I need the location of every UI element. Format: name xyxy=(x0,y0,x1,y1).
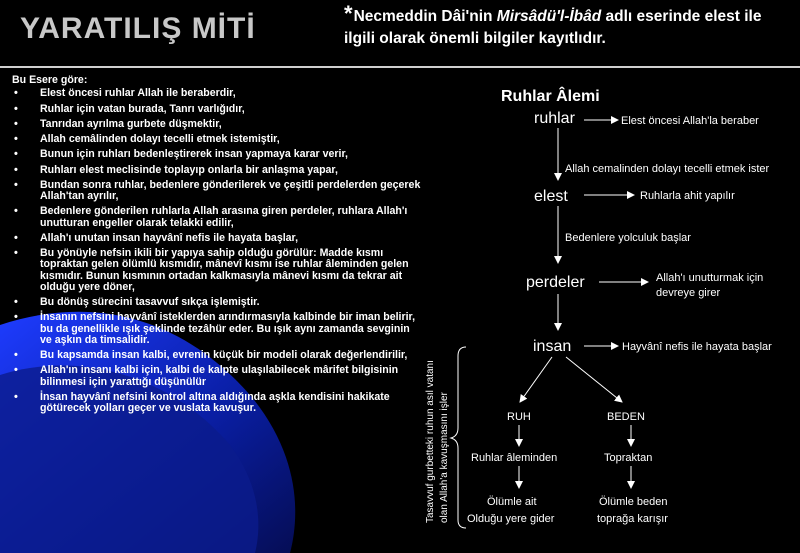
list-intro: Bu Esere göre: xyxy=(12,74,88,86)
arrow-insan-beden xyxy=(566,357,622,402)
note-beden-from: Topraktan xyxy=(604,452,653,464)
bullet-text: Bedenlere gönderilen ruhlarla Allah arasına giren perdeler, ruhlara Allah'ı unutturan engeller olarak telakki edilir, xyxy=(40,205,408,229)
bullet-dot-icon: • xyxy=(14,296,18,309)
node-beden: BEDEN xyxy=(607,411,645,423)
subtitle-post: adlı eserinde elest ile ilgili olarak önemli bilgiler kayıtlıdır. xyxy=(344,8,762,47)
node-perdeler: perdeler xyxy=(526,274,585,291)
bullet-text: İnsanın nefsini hayvânî isteklerden arındırmasıyla kalbinde bir iman belirir, bu da genellikle ışık şeklinde tezâhür eder. Bu ışık aynı zamanda sevginin ve aşkın da timsalidir. xyxy=(40,311,416,346)
bullet-text: Ruhları elest meclisinde toplayıp onlarla bir anlaşma yapar, xyxy=(40,163,338,176)
arrow-insan-ruh xyxy=(520,357,552,402)
bullet-text: Bu yönüyle nefsin ikili bir yapıya sahip olduğu görülür: Madde kısmı topraktan gelen ölümlü kısmıdır, mânevî kısmı ise ruhlar âleminden gelen kısmıdır. Bunun kısmının ortadan kalkmasıyla mânevi kısmı da tekrar ait olduğu yere döner, xyxy=(40,247,409,293)
bullet-dot-icon: • xyxy=(14,133,18,146)
side-text-2: olan Allah'a kavuşmasını işler xyxy=(439,392,450,523)
note-bedenlere: Bedenlere yolculuk başlar xyxy=(565,232,691,244)
diagram-title: Ruhlar Âlemi xyxy=(501,88,600,105)
note-perdeler-2: devreye girer xyxy=(656,287,721,299)
bullet-dot-icon: • xyxy=(14,163,18,176)
note-allah-cemal: Allah cemalinden dolayı tecelli etmek ister xyxy=(565,163,770,175)
bullet-dot-icon: • xyxy=(14,390,18,403)
side-text-1: Tasavvuf gurbetteki ruhun asıl vatanı xyxy=(425,360,436,523)
note-ruh-end-2: Olduğu yere gider xyxy=(467,513,555,525)
bullet-text: Ruhlar için vatan burada, Tanrı varlığıdır, xyxy=(40,102,245,115)
page-title: YARATILIŞ MİTİ xyxy=(20,12,256,45)
note-elest: Ruhlarla ahit yapılır xyxy=(640,190,735,202)
bullet-dot-icon: • xyxy=(14,87,18,100)
subtitle-pre: Necmeddin Dâi'nin xyxy=(353,8,497,25)
bullet-dot-icon: • xyxy=(14,148,18,161)
node-insan: insan xyxy=(533,338,572,355)
bullet-dot-icon: • xyxy=(14,231,18,244)
node-ruh: RUH xyxy=(507,411,531,423)
bullet-text: Bunun için ruhları bedenleştirerek insan yapmaya karar verir, xyxy=(40,148,348,161)
note-ruh-from: Ruhlar âleminden xyxy=(471,452,558,464)
bullet-dot-icon: • xyxy=(14,349,18,362)
bullet-dot-icon: • xyxy=(14,205,18,218)
note-beden-end-1: Ölümle beden xyxy=(599,496,668,508)
bullet-text: Allah'ı unutan insan hayvânî nefis ile hayata başlar, xyxy=(40,231,299,244)
note-perdeler-1: Allah'ı unutturmak için xyxy=(656,272,764,284)
bullet-text: İnsan hayvânî nefsini kontrol altına aldığında aşkla kendisini hakikate götürecek yolları geçer ve vuslata kavuşur. xyxy=(40,390,390,415)
bullet-text: Bundan sonra ruhlar, bedenlere gönderilerek ve çeşitli perdelerden geçerek Allah'tan ayrılır, xyxy=(40,178,421,203)
note-beden-end-2: toprağa karışır xyxy=(597,513,668,525)
node-ruhlar: ruhlar xyxy=(534,110,575,127)
bullet-text: Elest öncesi ruhlar Allah ile beraberdir, xyxy=(40,87,236,100)
subtitle-star: * xyxy=(344,1,353,26)
bullet-dot-icon: • xyxy=(14,117,18,130)
curly-brace xyxy=(451,347,466,528)
bullet-dot-icon: • xyxy=(14,247,18,260)
bullet-text: Bu kapsamda insan kalbi, evrenin küçük bir modeli olarak değerlendirilir, xyxy=(40,349,408,362)
node-elest: elest xyxy=(534,188,568,205)
bullet-text: Tanrıdan ayrılma gurbete düşmektir, xyxy=(40,117,222,130)
bullet-text: Bu dönüş sürecini tasavvuf sıkça işlemiştir. xyxy=(40,296,260,309)
bullet-dot-icon: • xyxy=(14,311,18,324)
note-insan: Hayvânî nefis ile hayata başlar xyxy=(622,341,772,353)
note-ruh-end-1: Ölümle ait xyxy=(487,496,537,508)
note-ruhlar: Elest öncesi Allah'la beraber xyxy=(621,115,759,127)
bullet-text: Allah'ın insanı kalbi için, kalbi de kalpte ulaşılabilecek mârifet bilgisinin bilinmesi için yarattığı düşünülür xyxy=(40,364,399,388)
bullet-dot-icon: • xyxy=(14,364,18,377)
bullet-text: Allah cemâlinden dolayı tecelli etmek istemiştir, xyxy=(40,133,280,146)
bullet-dot-icon: • xyxy=(14,102,18,115)
subtitle-book-title: Mirsâdü'l-İbâd xyxy=(496,8,602,25)
bullet-dot-icon: • xyxy=(14,178,18,191)
